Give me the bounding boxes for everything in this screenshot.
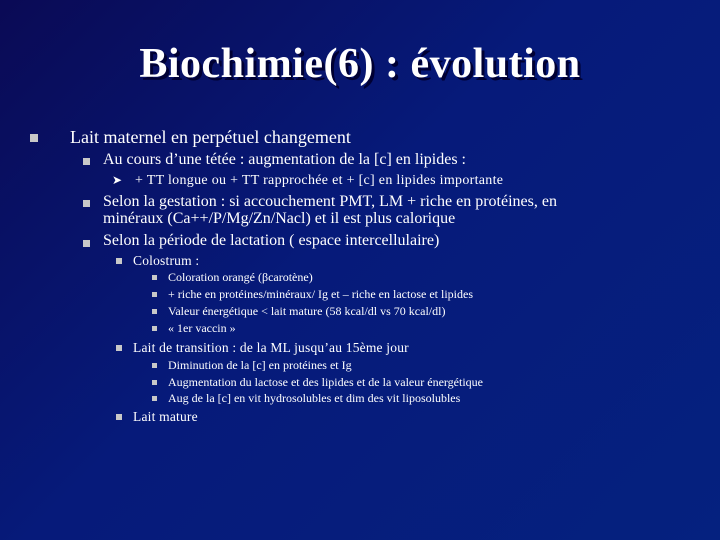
square-bullet-icon — [83, 240, 90, 247]
square-bullet-icon — [152, 380, 157, 385]
square-bullet-icon — [116, 414, 122, 420]
bullet-text: + riche en protéines/minéraux/ Ig et – riche en lactose et lipides — [168, 287, 473, 301]
bullet-text: Lait de transition : de la ML jusqu’au 15ème jour — [133, 340, 409, 355]
bullet-text: Lait mature — [133, 409, 198, 424]
bullet-text: Coloration orangé (βcarotène) — [168, 270, 313, 284]
bullet-text-continuation: minéraux (Ca++/P/Mg/Zn/Nacl) et il est plus calorique — [103, 210, 456, 227]
bullet-text: Colostrum : — [133, 253, 200, 268]
bullet-text: « 1er vaccin » — [168, 321, 236, 335]
square-bullet-icon — [152, 292, 157, 297]
square-bullet-icon — [152, 326, 157, 331]
bullet-text: Aug de la [c] en vit hydrosolubles et dim des vit liposolubles — [168, 391, 461, 405]
square-bullet-icon — [30, 134, 38, 142]
square-bullet-icon — [152, 363, 157, 368]
square-bullet-icon — [152, 309, 157, 314]
bullet-text: Lait maternel en perpétuel changement — [70, 127, 351, 147]
square-bullet-icon — [83, 158, 90, 165]
bullet-text: Diminution de la [c] en protéines et Ig — [168, 358, 352, 372]
arrow-bullet-icon: ➤ — [112, 173, 123, 187]
square-bullet-icon — [116, 345, 122, 351]
square-bullet-icon — [152, 275, 157, 280]
bullet-text: Augmentation du lactose et des lipides et de la valeur énergétique — [168, 375, 484, 389]
bullet-text: + TT longue ou + TT rapprochée et + [c] en lipides importante — [135, 173, 504, 188]
bullet-text: Selon la gestation : si accouchement PMT, LM + riche en protéines, en — [103, 193, 557, 210]
square-bullet-icon — [152, 396, 157, 401]
bullet-text: Valeur énergétique < lait mature (58 kcal/dl vs 70 kcal/dl) — [168, 304, 446, 318]
bullet-text: Au cours d’une tétée : augmentation de la [c] en lipides : — [103, 151, 466, 168]
square-bullet-icon — [116, 258, 122, 264]
square-bullet-icon — [83, 200, 90, 207]
bullet-text: Selon la période de lactation ( espace intercellulaire) — [103, 232, 440, 249]
slide-title: Biochimie(6) : évolution — [139, 41, 581, 87]
